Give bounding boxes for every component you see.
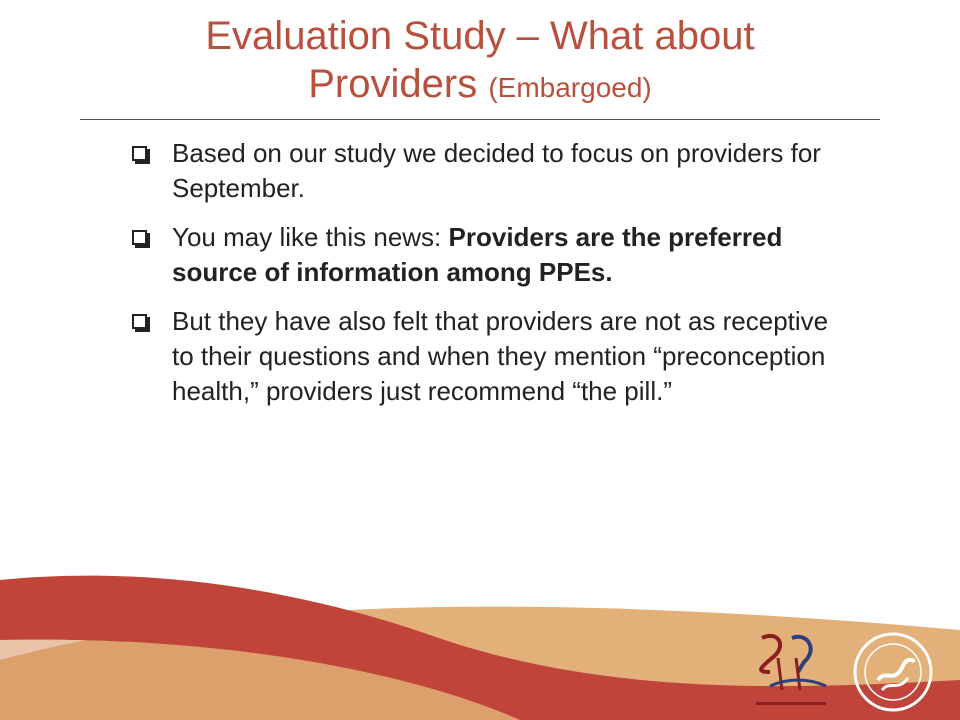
bullet-text-prefix: You may like this news: [172,222,449,252]
title-line-2 [80,60,880,112]
checkbox-bullet-icon [132,230,147,245]
bullet-item [132,304,832,409]
checkbox-bullet-icon [132,146,147,161]
title-divider [80,119,880,120]
bullet-text: But they have also felt that providers are not as receptive to their questions and when they mention “preconception health,” providers just recommend “the pill.” [172,306,829,406]
bullet-list [132,136,832,423]
title-line-1: Evaluation Study – What about [205,14,755,58]
bullet-text-bold: Providers are the preferred source of information among PPEs. [172,222,783,287]
bullet-text: Based on our study we decided to focus on providers for September. [172,138,821,203]
owh-20th-anniversary-logo-icon [748,628,834,716]
title-note: (Embargoed) [488,72,652,103]
slide-title [80,12,880,112]
bullet-item [132,136,832,206]
hhs-seal-icon [848,628,938,716]
title-main: Providers [308,62,478,106]
bullet-item [132,220,832,290]
checkbox-bullet-icon [132,314,147,329]
